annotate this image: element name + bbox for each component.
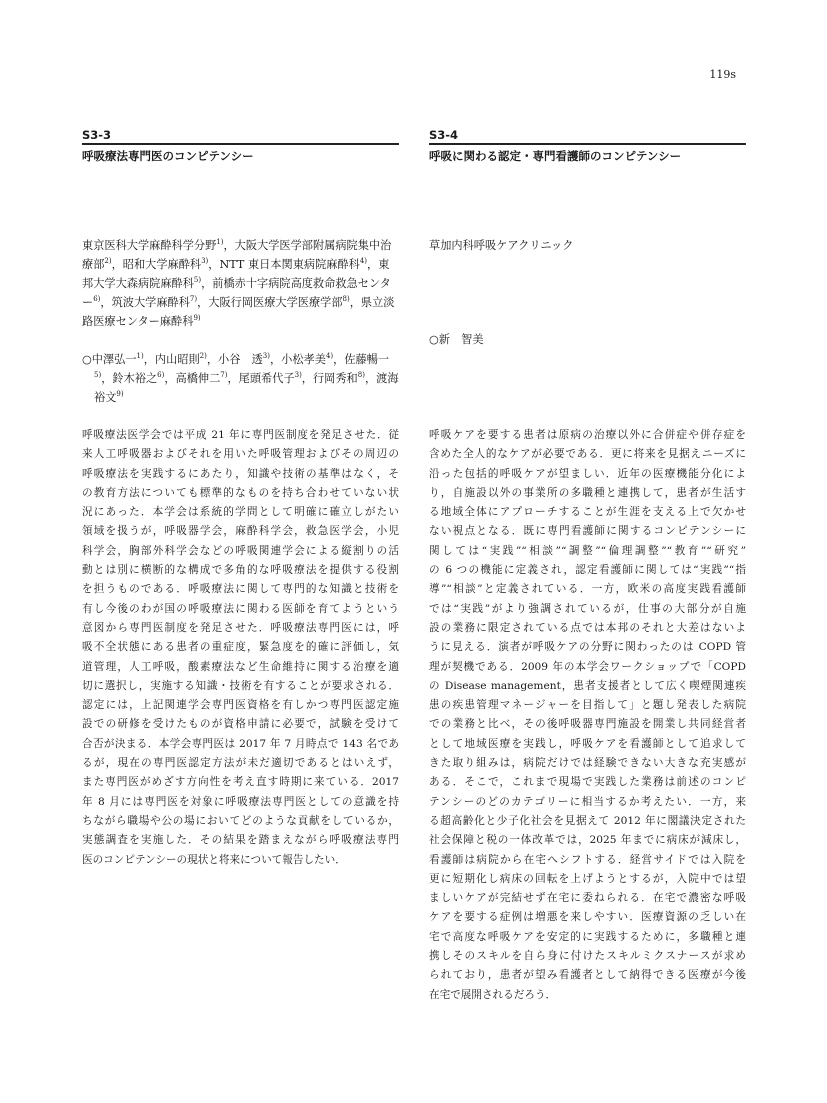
affiliation-mark: 6) [93,295,101,303]
author-name: ，尾頭希代子 [227,372,295,385]
title-rule [82,143,399,145]
body-line: 認定には，上記関連学会専門医資格を有しかつ専門医認定施 [82,699,399,712]
body-line: きた取り組みは，病院だけでは経験できない大きな充実感が [429,757,746,770]
body-line: 科学会，胸部外科学会などの呼吸関連学会による縦割りの活 [82,544,399,557]
body-line: での業務と比べ，その後呼吸器専門施設を開業し共同経営者 [429,718,746,731]
author-name: ，小谷 透 [206,353,263,366]
body-line: 合否が決まる．本学会専門医は 2017 年 7 月時点で 143 名であ [82,737,399,750]
author-mark: 8) [357,371,365,379]
abstract-s3-3 [82,128,399,866]
body-line: 携しそのスキルを自ら身に付けたスキルミクスナースが求め [429,950,747,963]
abstract-body [429,426,746,1005]
author-name: ，佐藤暢一 [333,353,390,366]
body-line: 切に選択し，実施する知識・技術を有することが要求される． [82,679,399,692]
body-line: 理が契機である．2009 年の本学会ワークショップで「COPD [429,660,746,673]
abstract-title: 呼吸療法専門医のコンピテンシー [82,149,254,163]
body-line: ましいケアが完結せず在宅に委ねられる．在宅で濃密な呼吸 [429,892,746,905]
body-line: 吸不全状態にある患者の重症度，緊急度を的確に評価し，気 [82,641,399,654]
author-mark: 6) [157,371,165,379]
author-name: ，渡海裕文 [94,372,399,404]
author-mark: 3) [294,371,302,379]
body-line: る地域全体にアプローチすることが生涯を支える上で欠かせ [429,506,746,519]
affiliation-mark: 4) [359,257,368,265]
abstract-s3-4 [429,128,747,1001]
body-line: るが，現在の専門医認定方法が未だ適切であるとはいえず， [82,757,399,770]
page-number: 119s [709,68,736,81]
author-mark: 4) [325,352,334,360]
affiliation-mark: 9) [193,314,201,322]
body-line: 況にあった．本学会は系統的学問として明確に確立しがたい [82,506,399,519]
body-line: 呼吸療法医学会では平成 21 年に専門医制度を発足させた．従 [82,429,399,441]
body-line: ケアを要する症例は増悪を来しやすい．医療資源の乏しい在 [429,911,746,924]
body-line: 実態調査を実施した．その結果を踏まえながら呼吸療法専門 [82,834,399,847]
author-name: ，内山昭則 [143,353,200,366]
affiliation-mark: 5) [193,276,202,284]
author-mark: 2) [199,352,207,360]
affiliation-text: ，筑波大学麻酔科 [100,296,190,309]
body-line: 有し今後のわが国の呼吸療法に関わる医師を育てようという [82,602,399,615]
body-line: 含めた全人的なケアが必要である．更に将来を見据えニーズに [429,448,746,461]
body-line: り，自施設以外の事業所の多職種と連携して，患者が生活す [429,486,746,499]
affiliation-mark: 7) [189,295,198,303]
body-line: ある．そこで，これまで現場で実践した業務は前述のコンピ [429,776,746,789]
body-line: 来人工呼吸器およびそれを用いた呼吸管理およびその周辺の [82,448,399,461]
body-line: 患の疾患管理マネージャーを目指して」と題し発表した病院 [429,699,746,712]
author-name: ○中澤弘一 [82,353,137,366]
body-line: 社会保障と税の一体改革では，2025 年までに病床が減床し， [429,834,746,847]
body-line: ちながら職場や公の場においてどのような貢献をしているか， [82,814,399,827]
body-line: 道管理，人工呼吸，酸素療法など生命維持に関する治療を適 [82,660,399,673]
authors [82,350,399,407]
body-line: では“実践”がより強調されているが，仕事の大部分が自施 [429,602,746,615]
author-mark: 7) [220,371,228,379]
body-line: 導”“相談”と定義されている．一方，欧米の高度実践看護師 [429,583,746,596]
abstract-body [82,426,399,870]
body-line: られており，患者が望み看護者として納得できる医療が今後 [429,969,746,982]
body-line: テンシーのどのカテゴリーに相当するか考えたい．一方，来 [429,795,746,808]
body-line: として地域医療を実践し，呼吸ケアを看護師として追求して [429,737,746,750]
body-line: 意図から専門医制度を発足させた．呼吸療法専門医には，呼 [82,621,399,634]
title-rule [429,143,746,145]
affiliation-text: 東京医科大学麻酔科学分野 [82,239,217,252]
body-line: ない視点となる．既に専門看護師に関するコンピテンシーに [429,525,746,538]
affiliation-mark: 2) [104,257,112,265]
author-mark: 9) [116,390,124,398]
body-line: うに見える．演者が呼吸ケアの分野に関わったのは COPD 管 [429,641,746,654]
body-line: 領域を扱うが，呼吸器学会，麻酔科学会，救急医学会，小児 [82,525,399,538]
abstract-title: 呼吸に関わる認定・専門看護師のコンピテンシー [429,149,682,163]
body-line: また専門医がめざす方向性を考え直す時期に来ている．2017 [82,776,399,789]
session-id: S3-3 [82,128,112,142]
affiliation-text: ，NTT 東日本関東病院麻酔科 [208,258,360,271]
affiliation-text: ，前橋赤十字病院高度救命救急センター [82,277,391,309]
body-line: 沿った包括的呼吸ケアが望ましい．近年の医療機能分化によ [429,467,746,480]
body-line: の教育方法についても標準的なものを持ち合わせていない状 [82,486,399,499]
body-line: 呼吸ケアを要する患者は原病の治療以外に合併症や併存症を [429,429,746,441]
body-line: 年 8 月には専門医を対象に呼吸療法専門医としての意識を持 [82,795,399,808]
author-mark: 1) [136,352,144,360]
session-id: S3-4 [429,128,459,142]
affiliation-text: ，県立淡路医療センター麻酔科 [82,296,395,328]
author-name: ，鈴木裕之 [101,372,158,385]
affiliation-text: ，大阪大学医学部附属病院集中治療部 [82,239,392,271]
body-line: の Disease management，患者支援者として広く喫煙関連疾 [429,679,746,692]
authors: ○新 智美 [429,333,484,346]
affiliations: 草加内科呼吸ケアクリニック [429,239,574,252]
body-line: 設の業務に限定されている点では本邦のそれと大差はないよ [429,621,746,634]
affiliations [82,236,399,331]
body-line: 在宅で展開されるだろう． [429,988,557,1001]
body-line: る超高齢化と少子化社会を見据えて 2012 年に閣議決定された [429,814,746,827]
author-mark: 3) [262,352,270,360]
affiliation-mark: 1) [216,238,224,246]
affiliation-mark: 8) [342,295,350,303]
author-name: ，小松孝美 [269,353,326,366]
body-line: 看護師は病院から在宅へシフトする．経営サイドでは入院を [429,853,746,866]
body-line: 呼吸療法を実践するにあたり，知識や技術の基準はなく，そ [82,467,399,480]
body-line: 動とは別に横断的な構成で多角的な呼吸療法を提供する役割 [82,564,399,577]
affiliation-text: ，東邦大学大森病院麻酔科 [82,258,390,290]
body-line: 更に短期化し病床の回転を上げようとするが，入院中では望 [429,872,746,885]
author-mark: 5) [94,371,102,379]
author-name: ，高橋伸二 [164,372,221,385]
affiliation-text: ，昭和大学麻酔科 [111,258,202,271]
body-line: 医のコンピテンシーの現状と将来について報告したい． [82,853,346,866]
affiliation-mark: 3) [201,257,209,265]
body-line: 関しては“実践”“相談”“調整”“倫理調整”“教育”“研究” [429,544,746,557]
author-name: ，行岡秀和 [301,372,358,385]
body-line: 宅で高度な呼吸ケアを安定的に実践するために，多職種と連 [429,930,746,943]
body-line: の 6 つの機能に定義され，認定看護師に関しては“実践”“指 [429,564,746,577]
affiliation-text: ，大阪行岡医療大学医療学部 [197,296,343,309]
body-line: 設での研修を受けたものが資格申請に必要で，試験を受けて [82,718,399,731]
body-line: を担うものである．呼吸療法に関して専門的な知識と技術を [82,583,399,596]
